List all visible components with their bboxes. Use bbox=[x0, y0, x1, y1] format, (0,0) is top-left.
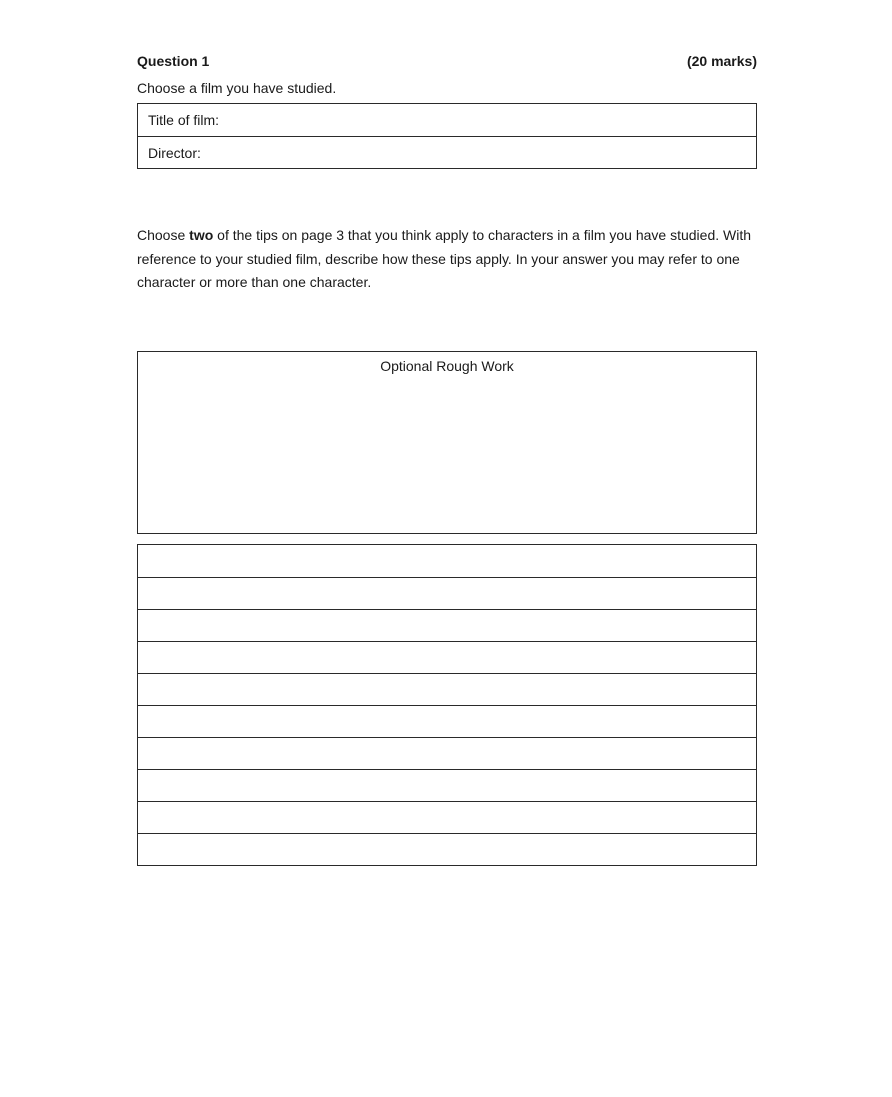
answer-line[interactable] bbox=[138, 705, 756, 737]
rough-work-box[interactable] bbox=[137, 351, 757, 534]
instructions-emphasis: two bbox=[189, 227, 214, 243]
question-title: Question 1 bbox=[137, 53, 210, 69]
answer-line[interactable] bbox=[138, 545, 756, 577]
film-director-label: Director: bbox=[148, 144, 201, 161]
answer-box[interactable] bbox=[137, 544, 757, 866]
film-title-field[interactable] bbox=[138, 104, 756, 136]
question-marks: (20 marks) bbox=[686, 53, 757, 69]
answer-line[interactable] bbox=[138, 833, 756, 865]
instructions-part-2: of the tips on page 3 that you think apply to characters in a film you have studied. With reference to your studied film, describe how these tips apply. In your answer you may refer to one character or more than one character. bbox=[137, 227, 752, 290]
answer-line[interactable] bbox=[138, 577, 756, 609]
answer-line[interactable] bbox=[138, 769, 756, 801]
film-director-field[interactable] bbox=[138, 136, 756, 168]
film-title-label: Title of film: bbox=[148, 112, 220, 128]
answer-line[interactable] bbox=[138, 801, 756, 833]
rough-work-title: Optional Rough Work bbox=[380, 358, 514, 374]
answer-line[interactable] bbox=[138, 737, 756, 769]
question-header bbox=[137, 53, 757, 69]
answer-line[interactable] bbox=[138, 641, 756, 673]
question-intro: Choose a film you have studied. bbox=[137, 80, 337, 96]
answer-line[interactable] bbox=[138, 609, 756, 641]
film-details-box bbox=[137, 103, 757, 169]
answer-line[interactable] bbox=[138, 673, 756, 705]
instructions-part-1: Choose bbox=[137, 227, 190, 243]
question-instructions bbox=[137, 224, 762, 295]
